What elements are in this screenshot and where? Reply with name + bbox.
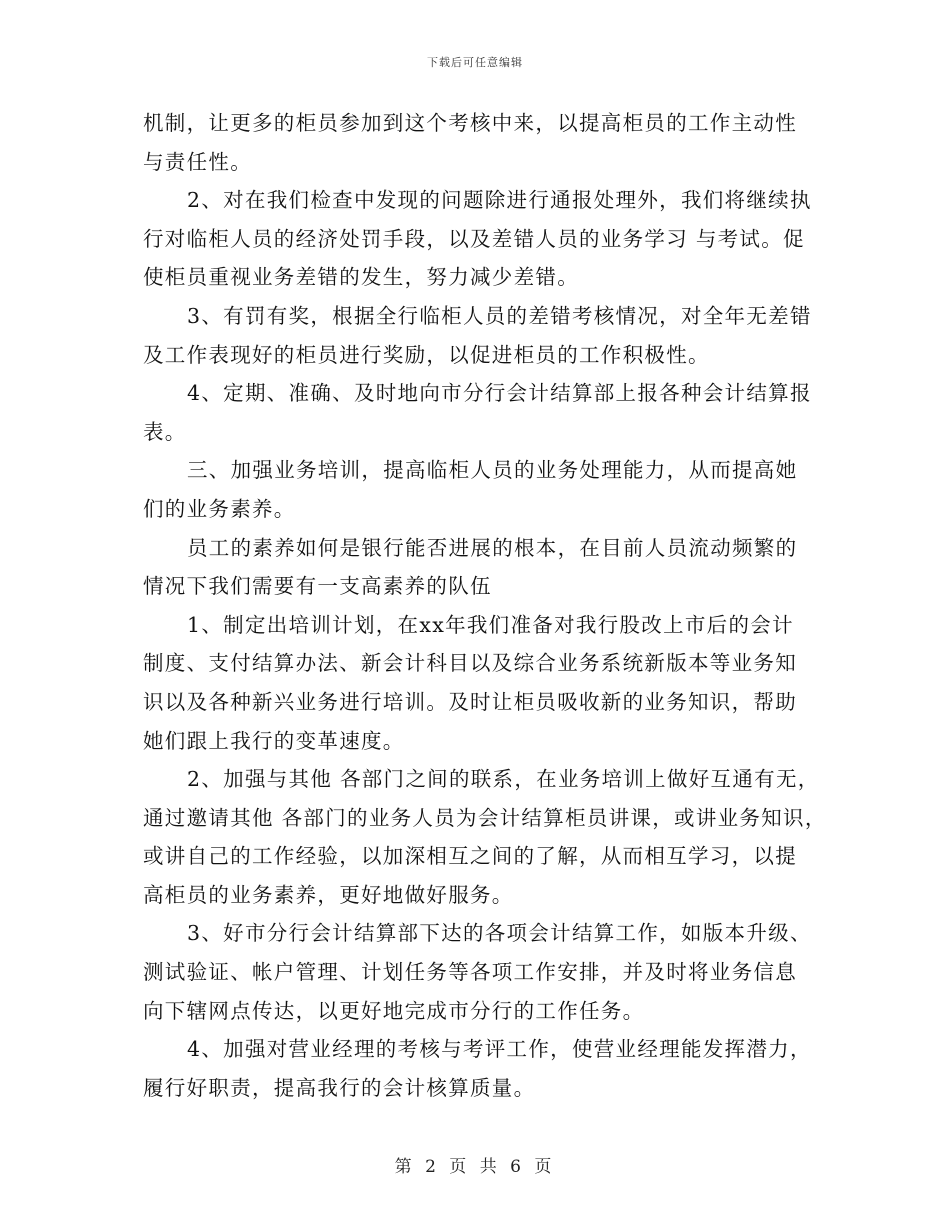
paragraph bbox=[143, 760, 827, 914]
paragraph bbox=[143, 181, 818, 297]
page-header: 下载后可任意编辑 bbox=[427, 56, 523, 69]
page-footer: 第 2 页 共 6 页 bbox=[394, 1157, 556, 1177]
paragraph bbox=[143, 374, 818, 451]
text-line: 员工的素养如何是银行能否进展的根本，在目前人员流动频繁的 bbox=[187, 535, 798, 560]
text-line: 高柜员的业务素养，更好地做好服务。 bbox=[143, 882, 514, 907]
text-line: 及工作表现好的柜员进行奖励，以促进柜员的工作积极性。 bbox=[143, 342, 710, 367]
document-body bbox=[143, 104, 827, 1107]
text-line: 4、加强对营业经理的考核与考评工作，使营业经理能发挥潜力， bbox=[187, 1037, 812, 1062]
text-line: 制度、支付结算办法、新会计科目以及综合业务系统新版本等业务知 bbox=[143, 651, 797, 676]
text-line: 或讲自己的工作经验，以加深相互之间的了解，从而相互学习，以提 bbox=[143, 844, 797, 869]
paragraph bbox=[143, 914, 818, 1030]
text-line: 机制，让更多的柜员参加到这个考核中来，以提高柜员的工作主动性 bbox=[143, 111, 797, 135]
text-line: 2、对在我们检查中发现的问题除进行通报处理外，我们将继续执 bbox=[187, 188, 812, 213]
text-line: 2、加强与其他 各部门之间的联系，在业务培训上做好互通有无， bbox=[187, 767, 820, 792]
paragraph bbox=[143, 606, 818, 760]
paragraph bbox=[143, 297, 818, 374]
text-line: 行对临柜人员的经济处罚手段，以及差错人员的业务学习 与考试。促 bbox=[143, 226, 805, 251]
text-line: 测试验证、帐户管理、计划任务等各项工作安排，并及时将业务信息 bbox=[143, 960, 797, 985]
paragraph bbox=[143, 104, 818, 181]
text-line: 履行好职责，提高我行的会计核算质量。 bbox=[143, 1075, 536, 1100]
text-line: 向下辖网点传达，以更好地完成市分行的工作任务。 bbox=[143, 998, 645, 1023]
text-line: 通过邀请其他 各部门的业务人员为会计结算柜员讲课，或讲业务知识， bbox=[143, 805, 827, 830]
text-line: 她们跟上我行的变革速度。 bbox=[143, 728, 405, 753]
text-line: 表。 bbox=[143, 419, 187, 444]
text-line: 使柜员重视业务差错的发生，努力减少差错。 bbox=[143, 265, 579, 290]
paragraph bbox=[143, 1030, 818, 1107]
paragraph bbox=[143, 529, 818, 606]
paragraph bbox=[143, 451, 818, 528]
text-line: 三、加强业务培训，提高临柜人员的业务处理能力，从而提高她 bbox=[187, 458, 798, 483]
text-line: 识以及各种新兴业务进行培训。及时让柜员吸收新的业务知识，帮助 bbox=[143, 689, 797, 714]
text-line: 们的业务素养。 bbox=[143, 496, 296, 521]
text-line: 4、定期、准确、及时地向市分行会计结算部上报各种会计结算报 bbox=[187, 381, 812, 406]
text-line: 3、好市分行会计结算部下达的各项会计结算工作，如版本升级、 bbox=[187, 921, 812, 946]
text-line: 情况下我们需要有一支高素养的队伍 bbox=[143, 574, 492, 599]
text-line: 1、制定出培训计划，在xx年我们准备对我行股改上市后的会计 bbox=[187, 612, 794, 637]
text-line: 3、有罚有奖，根据全行临柜人员的差错考核情况，对全年无差错 bbox=[187, 303, 812, 328]
text-line: 与责任性。 bbox=[143, 149, 252, 174]
